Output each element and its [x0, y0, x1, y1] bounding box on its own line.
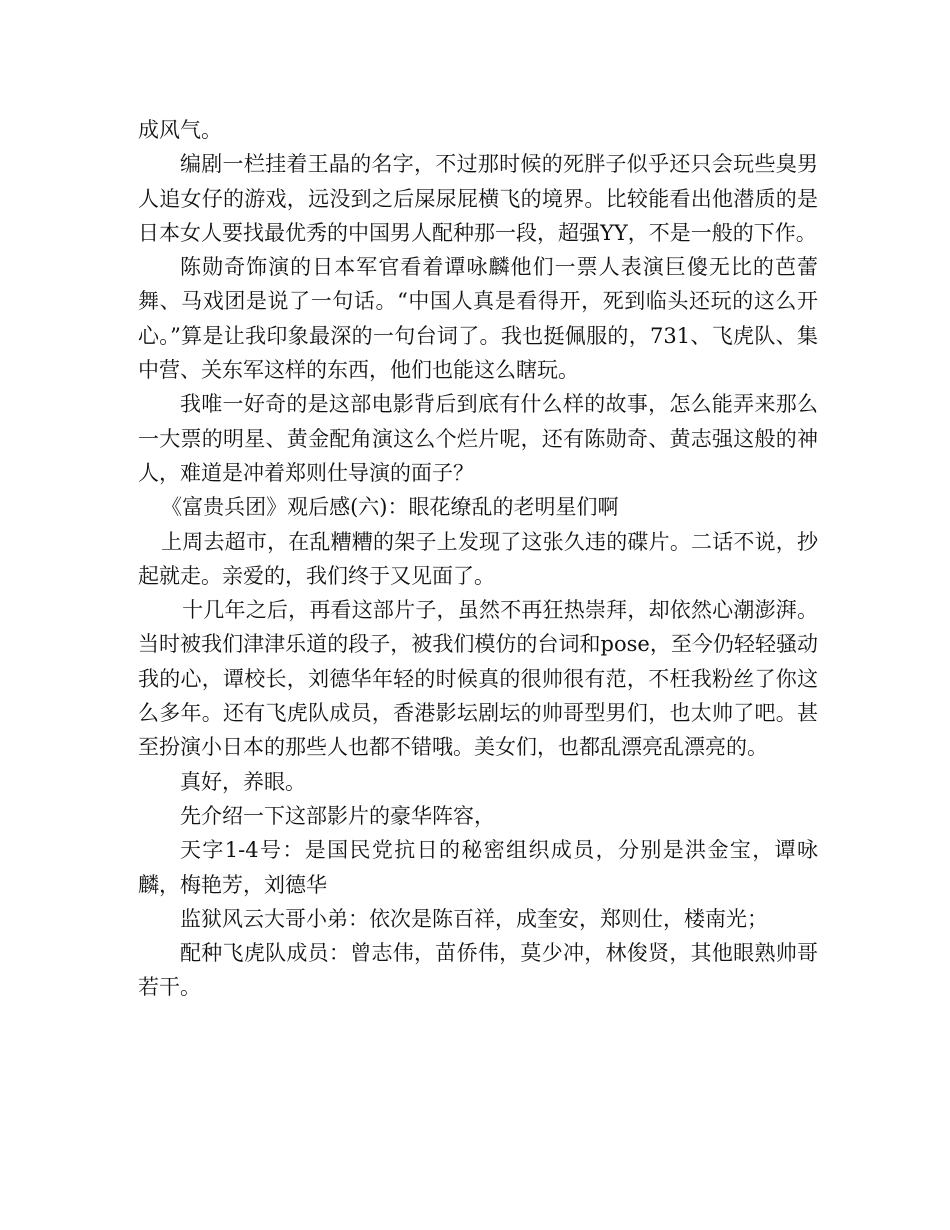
section-heading: 《富贵兵团》观后感(六)：眼花缭乱的老明星们啊: [161, 495, 619, 520]
document-body: [138, 113, 818, 1005]
paragraph-cast-flying-tigers: 配种飞虎队成员：曾志伟，苗侨伟，莫少冲，林俊贤，其他眼熟帅哥若干。: [138, 941, 818, 1000]
paragraph-continuation: 成风气。: [138, 118, 222, 142]
paragraph-screenwriter: 编剧一栏挂着王晶的名字，不过那时候的死胖子似乎还只会玩些臭男人追女仔的游戏，远没到之后屎尿屁横飞的境界。比较能看出他潜质的是日本女人要找最优秀的中国男人配种那一段，超强YY，不是一般的下作。: [138, 152, 818, 245]
paragraph-japanese-officer: 陈勋奇饰演的日本军官看着谭咏麟他们一票人表演巨傻无比的芭蕾舞、马戏团是说了一句话。“中国人真是看得开，死到临头还玩的这么开心。”算是让我印象最深的一句台词了。我也挺佩服的，731、飞虎队、集中营、关东军这样的东西，他们也能这么瞎玩。: [138, 255, 818, 383]
paragraph-cast-tianzi: 天字1-4号：是国民党抗日的秘密组织成员，分别是洪金宝，谭咏麟，梅艳芳，刘德华: [138, 838, 818, 897]
paragraph-supermarket: 上周去超市，在乱糟糟的架子上发现了这张久违的碟片。二话不说，抄起就走。亲爱的，我们终于又见面了。: [138, 529, 818, 588]
paragraph-cast-intro: 先介绍一下这部影片的豪华阵容，: [180, 803, 495, 828]
paragraph-eye-candy: 真好，养眼。: [180, 769, 306, 794]
paragraph-rewatch: 十几年之后，再看这部片子，虽然不再狂热崇拜，却依然心潮澎湃。当时被我们津津乐道的段子，被我们模仿的台词和pose，至今仍轻轻骚动我的心，谭校长，刘德华年轻的时候真的很帅很有范，不枉我粉丝了你这么多年。还有飞虎队成员，香港影坛剧坛的帅哥型男们，也太帅了吧。甚至扮演小日本的那些人也都不错哦。美女们，也都乱漂亮乱漂亮的。: [138, 598, 818, 760]
paragraph-cast-prison: 监狱风云大哥小弟：依次是陈百祥，成奎安，郑则仕，楼南光；: [180, 906, 768, 931]
paragraph-curiosity: 我唯一好奇的是这部电影背后到底有什么样的故事，怎么能弄来那么一大票的明星、黄金配角演这么个烂片呢，还有陈勋奇、黄志强这般的神人，难道是冲着郑则仕导演的面子？: [138, 392, 818, 485]
